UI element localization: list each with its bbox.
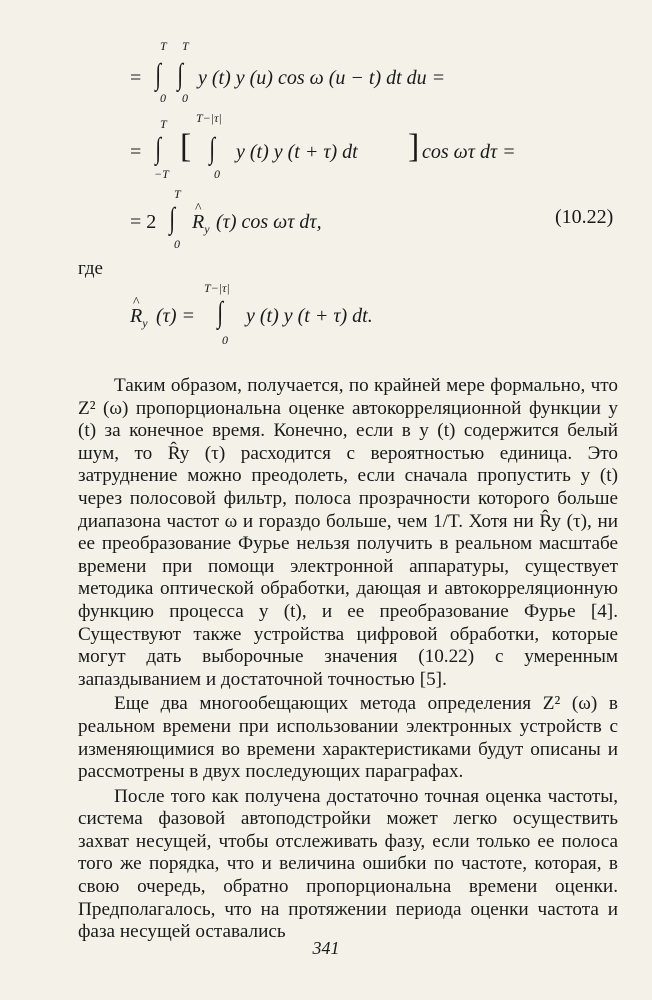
equation-line-1-body: y (t) y (u) cos ω (u − t) dt du =	[198, 67, 446, 89]
equation-line-2-tail: cos ωτ dτ =	[422, 141, 516, 163]
equation-number: (10.22)	[555, 206, 614, 228]
equation-line-2-body: y (t) y (t + τ) dt	[236, 141, 358, 163]
book-page: = ∫ T 0 ∫ T 0 y (t) y (u) cos ω (u − t) dt du = = ∫ T −T [ ∫ T−|τ| 0 y (t) y (t + τ) dt ] cos ωτ dτ = = 2 ∫ T 0 ^ $R_y$ (τ) cos ωτ dτ, (10.22) где ^ $R_y$ (τ) = ∫ T−|τ| 0 y (t) y (t + τ) dt. Таким образом, получается, по крайней мере формально, что Z² (ω) пропорциональна оценке автокорреляционной функции y (t) за конечное время. Конечно, если в y (t) содержится белый шум, то R̂y (τ) расходится с вероятностью единица. Это затруднение можно преодолеть, если сначала пропустить y (t) через полосовой фильтр, полоса прозрачности которого больше диапазона частот ω и гораздо больше, чем 1/T. Хотя ни R̂y (τ), ни ее преобразование Фурье нельзя получить в реальном масштабе времени при помощи электронной аппаратуры, существует методика оптической обработки, дающая и автокорреляционную функцию процесса y (t), и ее преобразование Фурье [4]. Существуют также устройства цифровой обработки, которые могут дать выборочные значения (10.22) с умеренным запаздыванием и достаточной точностью [5]. Еще два многообещающих метода определения Z² (ω) в реальном времени при использовании электронных устройств с изменяющимися во времени характеристиками будут описаны и рассмотрены в двух последующих параграфах. После того как получена достаточно точная оценка частоты, система фазовой автоподстройки может легко осуществить захват несущей, чтобы отслеживать фазу, если только ее полоса того же порядка, что и величина ошибки по частоте, которая, в свою очередь, обратно пропорциональна времени оценки. Предполагалось, что на протяжении периода оценки частота и фаза несущей оставались 341	[0, 0, 652, 1000]
equation-line-3-body: (τ) cos ωτ dτ,	[216, 211, 322, 233]
where-word: где	[78, 258, 103, 279]
paragraph-2: Еще два многообещающих метода определения Z² (ω) в реальном времени при использовании электронных устройств с изменяющимися во времени характеристиками будут описаны и рассмотрены в двух последующих параграфах.	[78, 693, 618, 783]
equation-line-4-body: y (t) y (t + τ) dt.	[246, 305, 373, 327]
paragraph-1: Таким образом, получается, по крайней мере формально, что Z² (ω) пропорциональна оценке автокорреляционной функции y (t) за конечное время. Конечно, если в y (t) содержится белый шум, то R̂y (τ) расходится с вероятностью единица. Это затруднение можно преодолеть, если сначала пропустить y (t) через полосовой фильтр, полоса прозрачности которого больше диапазона частот ω и гораздо больше, чем 1/T. Хотя ни R̂y (τ), ни ее преобразование Фурье нельзя получить в реальном масштабе времени при помощи электронной аппаратуры, существует методика оптической обработки, дающая и автокорреляционную функцию процесса y (t), и ее преобразование Фурье [4]. Существуют также устройства цифровой обработки, которые могут дать выборочные значения (10.22) с умеренным запаздыванием и достаточной точностью [5].	[78, 375, 618, 690]
paragraph-3: После того как получена достаточно точная оценка частоты, система фазовой автоподстройки может легко осуществить захват несущей, чтобы отслеживать фазу, если только ее полоса того же порядка, что и величина ошибки по частоте, которая, в свою очередь, обратно пропорциональна времени оценки. Предполагалось, что на протяжении периода оценки частота и фаза несущей оставались	[78, 785, 618, 943]
body-text	[78, 375, 618, 944]
page-number: 341	[312, 938, 340, 958]
